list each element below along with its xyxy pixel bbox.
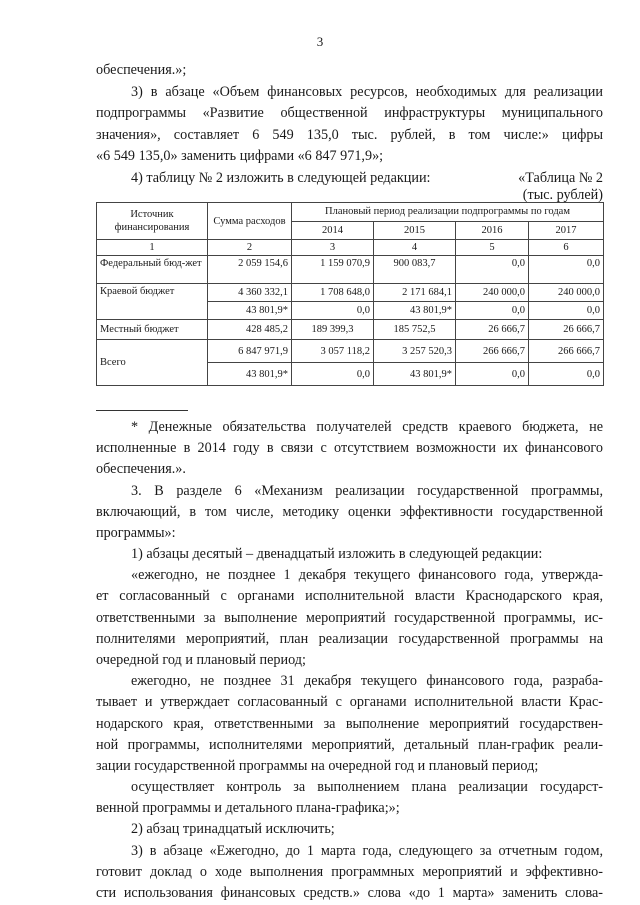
table-cell: 0,0 [456, 363, 529, 386]
table-cell: 1 708 648,0 [292, 284, 374, 302]
table-cell: 0,0 [529, 302, 604, 320]
text-line: тывает и утверждает согласованный с органами исполнительной власти Крас- [96, 694, 603, 710]
row-label: Местный бюджет [97, 320, 208, 340]
footnote-line: обеспечения.». [96, 461, 186, 477]
table-cell: 266 666,7 [456, 340, 529, 363]
text-line: очередной год и плановый период; [96, 652, 306, 668]
header-sum: Сумма расходов [208, 203, 292, 240]
column-number: 1 [97, 240, 208, 256]
table-cell: 0,0 [529, 363, 604, 386]
text-line: 3) в абзаце «Объем финансовых ресурсов, необходимых для реализации [131, 84, 603, 100]
financing-table [96, 202, 604, 386]
table-cell: 0,0 [529, 256, 604, 284]
text-line: готовит доклад о ходе выполнения программных мероприятий и эффективно- [96, 864, 603, 880]
row-label: Всего [97, 340, 208, 386]
table-cell: 43 801,9* [374, 363, 456, 386]
header-year: 2016 [456, 221, 529, 240]
text-line: полнителями мероприятий, план реализации государственной программы на [96, 631, 603, 647]
table-cell: 6 847 971,9 [208, 340, 292, 363]
table-cell: 43 801,9* [374, 302, 456, 320]
text-line: ежегодно, не позднее 31 декабря текущего финансового года, разраба- [131, 673, 603, 689]
text-line: «6 549 135,0» заменить цифрами «6 847 971,9»; [96, 148, 384, 164]
table-cell: 266 666,7 [529, 340, 604, 363]
text-line: нодарского края, ответственными за выполнение мероприятий государствен- [96, 716, 603, 732]
header-period: Плановый период реализации подпрограммы по годам [292, 203, 604, 222]
table-cell: 3 057 118,2 [292, 340, 374, 363]
table-cell: 900 083,7 [374, 256, 456, 284]
table-row [97, 284, 604, 302]
text-line: сти использования финансовых средств.» слова «до 1 марта» заменить слова- [96, 885, 603, 901]
table-cell: 2 059 154,6 [208, 256, 292, 284]
table-cell: 43 801,9* [208, 363, 292, 386]
footnote-line: исполненные в 2014 году в связи с отсутствием возможности их финансового [96, 440, 603, 456]
text-line: ответственными за выполнение мероприятий государственной программы, ис- [96, 610, 603, 626]
table-cell: 43 801,9* [208, 302, 292, 320]
table-caption: «Таблица № 2 [518, 170, 603, 186]
text-line: ной программы, исполнителями мероприятий, детальный план-график реали- [96, 737, 603, 753]
table-cell: 3 257 520,3 [374, 340, 456, 363]
text-line: осуществляет контроль за выполнением плана реализации государст- [131, 779, 603, 795]
column-number: 3 [292, 240, 374, 256]
text-line: подпрограммы «Развитие общественной инфраструктуры муниципального [96, 105, 603, 121]
table-cell: 26 666,7 [456, 320, 529, 340]
table-units: (тыс. рублей) [522, 187, 603, 203]
table-cell: 0,0 [292, 363, 374, 386]
text-line: 2) абзац тринадцатый исключить; [131, 821, 335, 837]
text-line: 3. В разделе 6 «Механизм реализации государственной программы, [131, 483, 603, 499]
header-year: 2015 [374, 221, 456, 240]
text-line: ет согласованный с органами исполнительной власти Краснодарского края, [96, 588, 603, 604]
text-line: 3) в абзаце «Ежегодно, до 1 марта года, следующего за отчетным годом, [131, 843, 603, 859]
footnote-line: * Денежные обязательства получателей средств краевого бюджета, не [131, 419, 603, 435]
header-year: 2017 [529, 221, 604, 240]
table-cell: 2 171 684,1 [374, 284, 456, 302]
table-row [97, 340, 604, 363]
text-line: зации государственной программы на очередной год и плановый период; [96, 758, 539, 774]
text-line: «ежегодно, не позднее 1 декабря текущего финансового года, утвержда- [131, 567, 603, 583]
text-line: 1) абзацы десятый – двенадцатый изложить в следующей редакции: [131, 546, 543, 562]
table-cell: 0,0 [456, 302, 529, 320]
column-number: 4 [374, 240, 456, 256]
table-cell: 0,0 [456, 256, 529, 284]
row-label: Федеральный бюд-жет [97, 256, 208, 284]
text-line: включающий, в том числе, методику оценки эффективности государственной [96, 504, 603, 520]
table-cell: 428 485,2 [208, 320, 292, 340]
table-cell: 185 752,5 [374, 320, 456, 340]
table-cell: 240 000,0 [456, 284, 529, 302]
column-number: 2 [208, 240, 292, 256]
table-cell: 0,0 [292, 302, 374, 320]
table-row [97, 320, 604, 340]
column-number: 6 [529, 240, 604, 256]
text-line: венной программы и детального плана-графика;»; [96, 800, 400, 816]
table-cell: 4 360 332,1 [208, 284, 292, 302]
header-year: 2014 [292, 221, 374, 240]
table-cell: 240 000,0 [529, 284, 604, 302]
header-source: Источник финансирования [97, 203, 208, 240]
text-line: обеспечения.»; [96, 62, 187, 78]
row-label: Краевой бюджет [97, 284, 208, 320]
table-row [97, 256, 604, 284]
page-number: 3 [316, 34, 324, 49]
text-line: значения», составляет 6 549 135,0 тыс. рублей, в том числе:» цифры [96, 127, 603, 143]
table-cell: 1 159 070,9 [292, 256, 374, 284]
column-number: 5 [456, 240, 529, 256]
text-line: 4) таблицу № 2 изложить в следующей редакции: [131, 170, 431, 186]
text-line: программы»: [96, 525, 176, 541]
table-cell: 189 399,3 [292, 320, 374, 340]
footnote-divider [96, 410, 188, 411]
table-cell: 26 666,7 [529, 320, 604, 340]
